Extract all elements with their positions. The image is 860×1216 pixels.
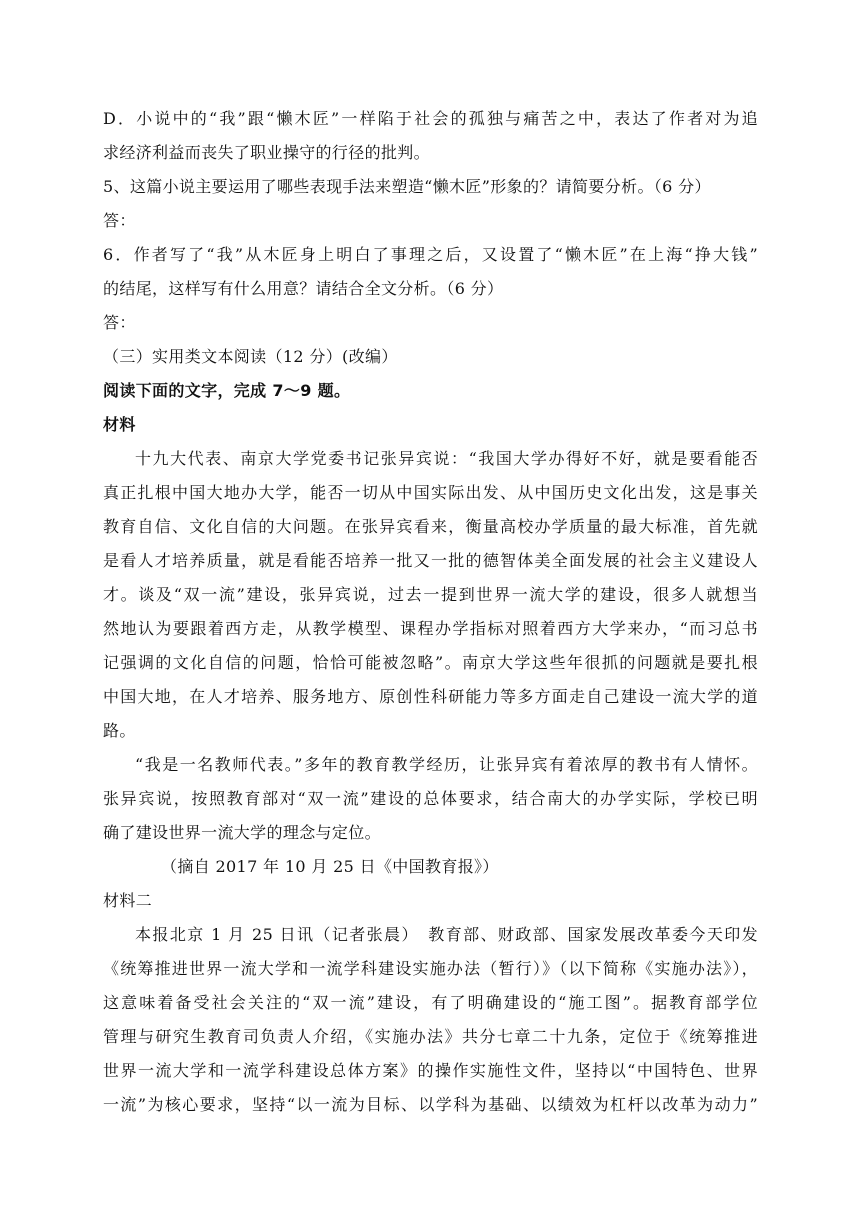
material-1-source: （摘自 2017 年 10 月 25 日《中国教育报》） (161, 857, 499, 876)
text-line: 一流”为核心要求，坚持“以一流为目标、以学科为基础、以绩效为杠杆以改革为动力” (103, 1095, 758, 1114)
text-line: 教育自信、文化自信的大问题。在张异宾看来，衡量高校办学质量的最大标准，首先就 (103, 517, 758, 536)
text-line: 是看人才培养质量，就是看能否培养一批又一批的德智体美全面发展的社会主义建设人 (103, 551, 758, 570)
text-line: 《统筹推进世界一流大学和一流学科建设实施办法（暂行）》（以下简称《实施办法》）， (103, 959, 758, 978)
reading-instruction: 阅读下面的文字，完成 7～9 题。 (103, 381, 351, 400)
material-1-paragraph-2 (103, 748, 758, 850)
text-line: 求经济利益而丧失了职业操守的行径的批判。 (103, 143, 431, 162)
material-2-paragraph-1 (103, 918, 758, 1122)
text-line: 这意味着备受社会关注的“双一流”建设，有了明确建设的“施工图”。据教育部学位 (103, 993, 758, 1012)
text-line: 十九大代表、南京大学党委书记张异宾说：“我国大学办得好不好，就是要看能否 (135, 449, 758, 468)
text-line: 管理与研究生教育司负责人介绍，《实施办法》共分七章二十九条，定位于《统筹推进 (103, 1027, 758, 1046)
text-line: 世界一流大学和一流学科建设总体方案》的操作实施性文件，坚持以“中国特色、世界 (103, 1061, 758, 1080)
text-line: 记强调的文化自信的问题，恰恰可能被忽略”。南京大学这些年很抓的问题就是要扎根 (103, 653, 758, 672)
question-4-option-d (103, 102, 758, 170)
question-6 (103, 238, 758, 306)
section-title: （三）实用类文本阅读（12 分）(改编） (103, 347, 398, 366)
text-line: 中国大地，在人才培养、服务地方、原创性科研能力等多方面走自己建设一流大学的道 (103, 687, 758, 706)
text-line: 路。 (103, 721, 136, 740)
text-line: 真正扎根中国大地办大学，能否一切从中国实际出发、从中国历史文化出发，这是事关 (103, 483, 758, 502)
material-1-paragraph-1 (103, 442, 758, 748)
text-line: 6．作者写了“我”从木匠身上明白了事理之后，又设置了“懒木匠”在上海“挣大钱” (103, 245, 758, 264)
text-line: 的结尾，这样写有什么用意？请结合全文分析。（6 分） (103, 279, 504, 298)
text-line: 张异宾说，按照教育部对“双一流”建设的总体要求，结合南大的办学实际，学校已明 (103, 789, 758, 808)
text-line: 确了建设世界一流大学的理念与定位。 (103, 823, 381, 842)
document-page (103, 102, 758, 1122)
material-1-label: 材料 (103, 415, 136, 434)
text-line: 才。谈及“双一流”建设，张异宾说，过去一提到世界一流大学的建设，很多人就想当 (103, 585, 758, 604)
text-line: 然地认为要跟着西方走，从教学模型、课程办学指标对照着西方大学来办，“而习总书 (103, 619, 758, 638)
text-line: D．小说中的“我”跟“懒木匠”一样陷于社会的孤独与痛苦之中，表达了作者对为追 (103, 109, 758, 128)
answer-label: 答： (103, 211, 136, 230)
answer-label: 答： (103, 313, 136, 332)
text-line: 本报北京 1 月 25 日讯（记者张晨） 教育部、财政部、国家发展改革委今天印发 (135, 925, 758, 944)
material-2-label: 材料二 (103, 891, 153, 910)
question-5: 5、这篇小说主要运用了哪些表现手法来塑造“懒木匠”形象的？请简要分析。（6 分） (103, 177, 711, 196)
text-line: “我是一名教师代表。”多年的教育教学经历，让张异宾有着浓厚的教书有人情怀。 (135, 755, 758, 774)
